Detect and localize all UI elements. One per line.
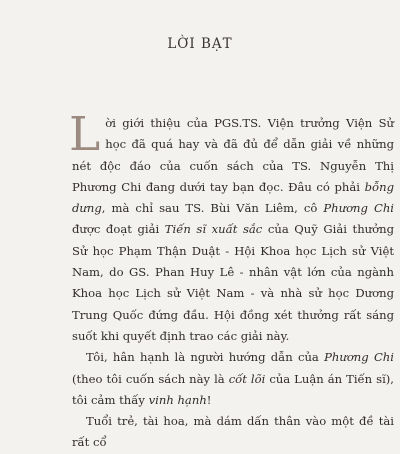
paragraph-1-italic-3: Tiến sĩ xuất sắc [164, 222, 263, 237]
paragraph-1-text-2: , mà chỉ sau TS. Bùi Văn Liêm, cô [101, 201, 324, 216]
paragraph-2 [72, 347, 394, 411]
paragraph-3-text-1: Tuổi trẻ, tài hoa, mà dám dấn thân vào một đề tài rất cổ [72, 414, 394, 450]
paragraph-1-italic-2: Phương Chi [323, 201, 394, 216]
paragraph-1-text-4: của Quỹ Giải thưởng Sử học Phạm Thận Duật - Hội Khoa học Lịch sử Việt Nam, do GS. Phan Huy Lê - nhân vật lớn của ngành Khoa học Lịch sử Việt Nam - và nhà sử học Dương Trung Quốc đứng đầu. Hội đồng xét thưởng rất sáng suốt khi quyết định trao các giải này. [72, 222, 394, 343]
paragraph-1-text-1: ời giới thiệu của PGS.TS. Viện trưởng Viện Sử học đã quá hay và đã đủ để dẫn giải về những nét độc đáo của cuốn sách của TS. Nguyễn Thị Phương Chi đang dưới tay bạn đọc. Đâu có phải [72, 116, 394, 194]
paragraph-2-italic-2: cốt lõi [228, 371, 266, 386]
page-title: LỜI BẠT [167, 36, 233, 52]
paragraph-2-italic-1: Phương Chi [324, 350, 394, 365]
paragraph-2-text-3: của Luận án Tiến sĩ), tôi cảm thấy [72, 371, 394, 407]
paragraph-2-text-2: (theo tôi cuốn sách này là [72, 371, 229, 386]
paragraph-2-text-4: ! [206, 392, 212, 407]
paragraph-2-italic-3: vinh hạnh [148, 392, 207, 407]
paragraph-2-text-1: Tôi, hân hạnh là người hướng dẫn của [86, 350, 325, 365]
drop-cap: L [69, 107, 101, 162]
paragraph-1-text-3: được đoạt giải [72, 222, 165, 237]
paragraph-1-italic-1: bỗng dưng [72, 179, 394, 216]
page-body [69, 107, 394, 454]
paragraph-3 [72, 411, 394, 454]
paragraph-1 [69, 107, 394, 347]
